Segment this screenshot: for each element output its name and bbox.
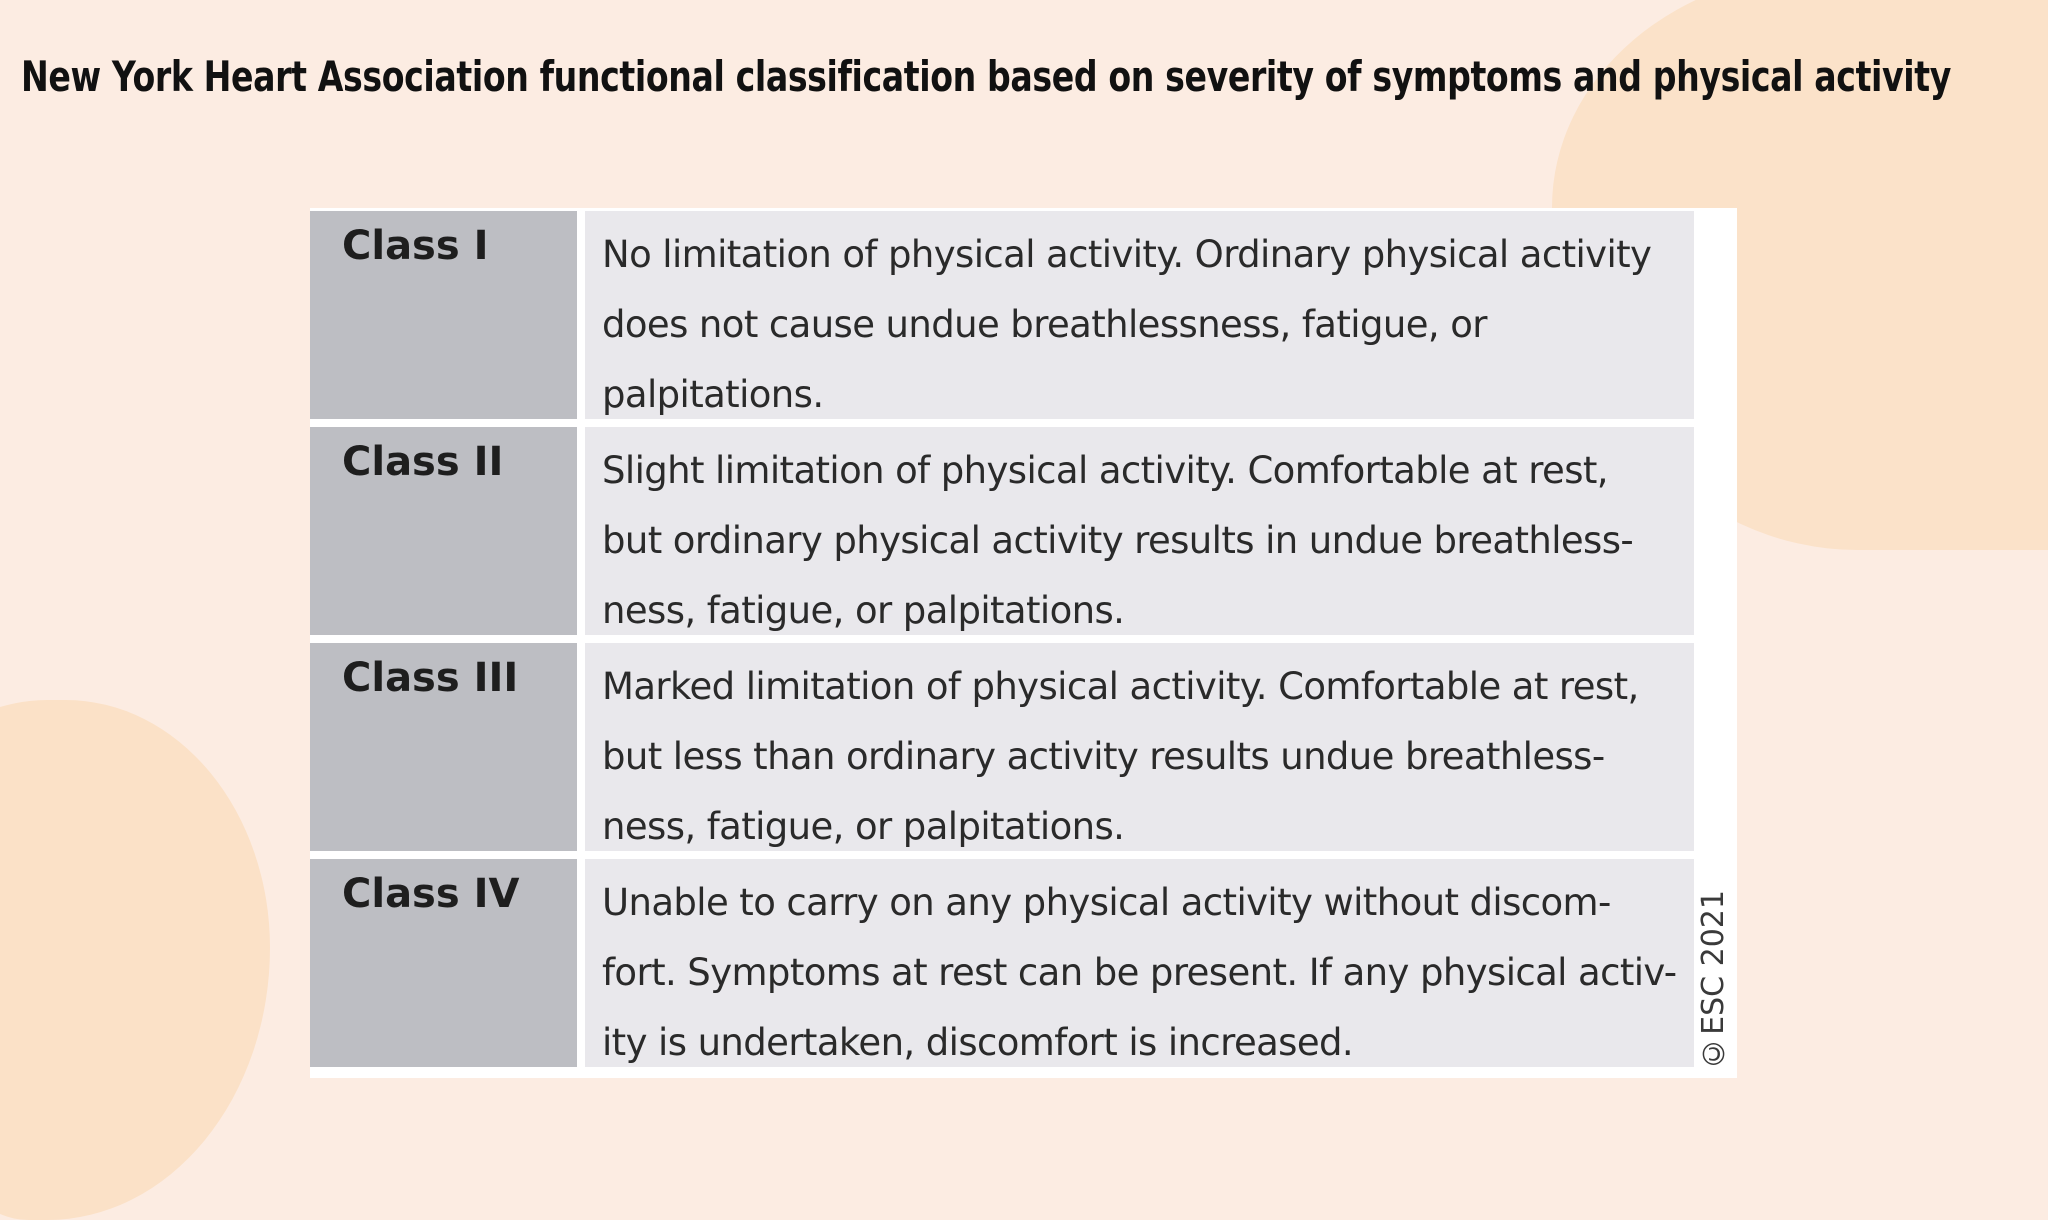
copyright-notice: ©ESC 2021: [1696, 890, 1731, 1070]
nyha-figure: [310, 208, 1737, 1078]
class-label: Class III: [310, 643, 577, 851]
table-row-class-4: [310, 859, 1694, 1067]
class-description: [585, 211, 1694, 419]
class-description: [585, 643, 1694, 851]
description-line: ity is undertaken, discomfort is increased.: [602, 1021, 1354, 1064]
table-row-class-1: [310, 211, 1694, 419]
description-line: Unable to carry on any physical activity without discom-: [602, 881, 1611, 924]
description-line: does not cause undue breathlessness, fatigue, or: [602, 303, 1487, 346]
description-line: fort. Symptoms at rest can be present. If any physical activ-: [602, 951, 1677, 994]
table-row-class-3: [310, 643, 1694, 851]
description-line: No limitation of physical activity. Ordinary physical activity: [602, 233, 1652, 276]
page-title: New York Heart Association functional classification based on severity of symptoms and physical activity: [21, 52, 1951, 101]
description-line: Slight limitation of physical activity. Comfortable at rest,: [602, 449, 1608, 492]
class-label: Class IV: [310, 859, 577, 1067]
nyha-classification-table: [310, 211, 1694, 1067]
description-line: Marked limitation of physical activity. Comfortable at rest,: [602, 665, 1639, 708]
class-description: [585, 427, 1694, 635]
class-label: Class I: [310, 211, 577, 419]
description-line: palpitations.: [602, 373, 824, 416]
description-line: but ordinary physical activity results in undue breathless-: [602, 519, 1634, 562]
table-row-class-2: [310, 427, 1694, 635]
class-description: [585, 859, 1694, 1067]
decorative-blob-bottom-left: [0, 700, 270, 1220]
description-line: ness, fatigue, or palpitations.: [602, 805, 1125, 848]
description-line: but less than ordinary activity results undue breathless-: [602, 735, 1605, 778]
description-line: ness, fatigue, or palpitations.: [602, 589, 1125, 632]
class-label: Class II: [310, 427, 577, 635]
